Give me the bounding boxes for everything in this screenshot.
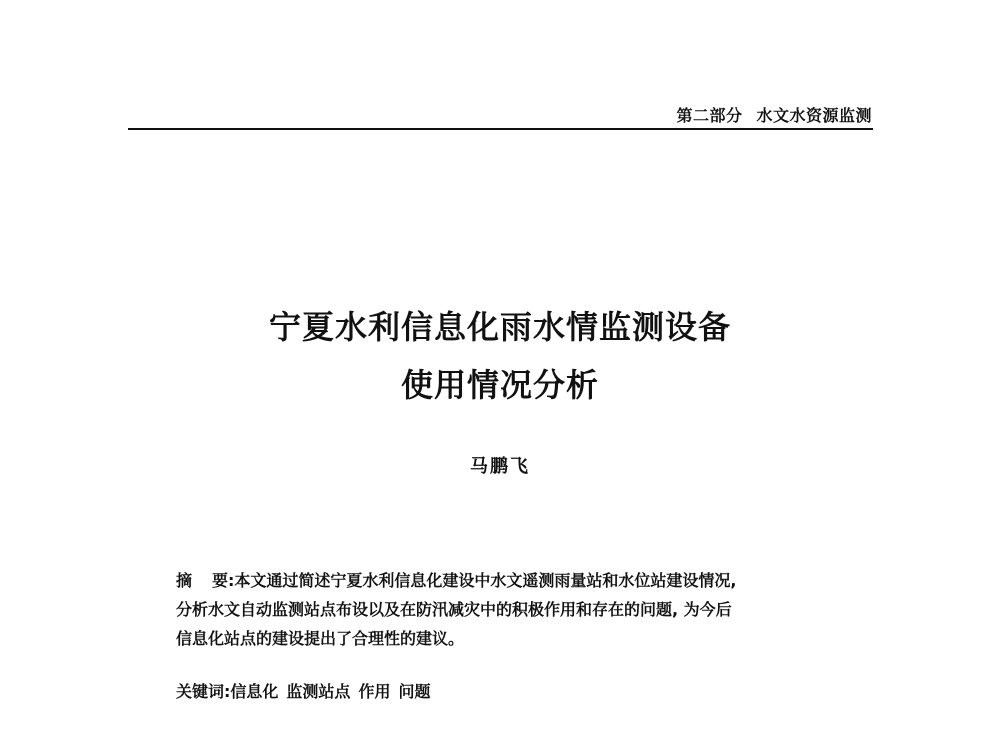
running-header <box>676 103 872 126</box>
abstract-line-3: 信息化站点的建设提出了合理性的建议。 <box>176 629 465 648</box>
title-line-1: 宁夏水利信息化雨水情监测设备 <box>268 308 731 346</box>
header-topic: 水文水资源监测 <box>756 106 872 125</box>
abstract-label-a: 摘 <box>176 571 193 590</box>
abstract-label-b: 要: <box>212 571 235 590</box>
abstract <box>176 566 836 653</box>
abstract-line-2: 分析水文自动监测站点布设以及在防汛减灾中的积极作用和存在的问题, 为今后 <box>176 600 732 619</box>
header-section: 第二部分 <box>676 106 743 125</box>
header-rule <box>128 128 873 130</box>
keyword-item: 监测站点 <box>286 682 351 701</box>
keyword-item: 作用 <box>358 682 391 701</box>
keywords <box>176 679 438 702</box>
keyword-item: 问题 <box>398 682 431 701</box>
keywords-label: 关键词: <box>176 682 231 701</box>
author-name: 马鹏飞 <box>470 456 530 477</box>
abstract-label <box>176 571 234 590</box>
abstract-text-1: 本文通过简述宁夏水利信息化建设中水文遥测雨量站和水位站建设情况, <box>234 571 737 590</box>
abstract-line-1 <box>176 566 836 595</box>
keyword-item: 信息化 <box>230 682 279 701</box>
title-line-2: 使用情况分析 <box>400 366 599 404</box>
paper-title <box>0 298 1000 414</box>
